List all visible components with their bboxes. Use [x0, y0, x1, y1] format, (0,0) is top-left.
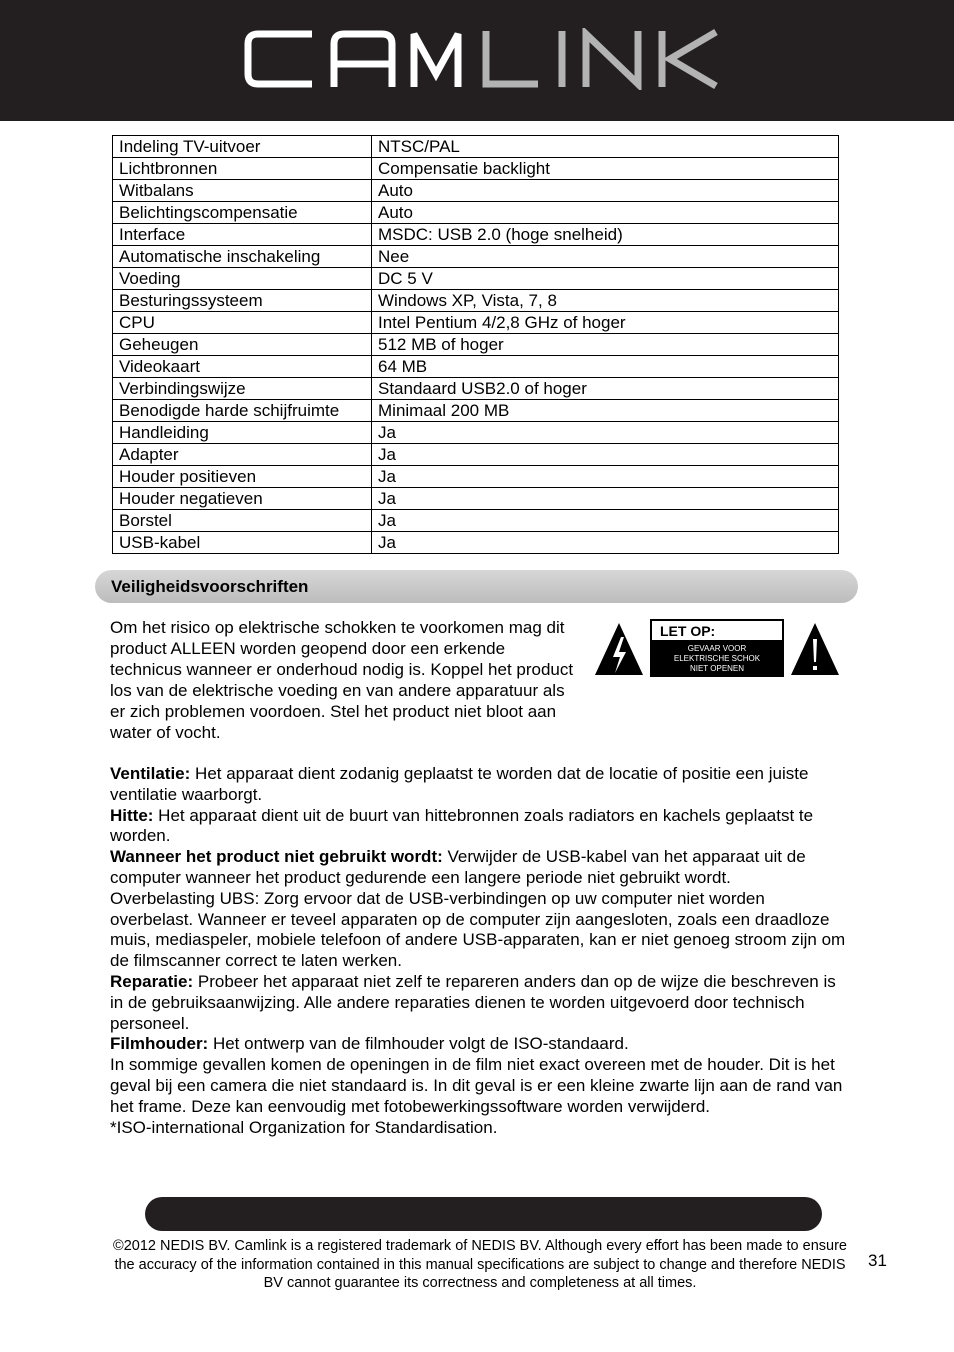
hitte-label: Hitte:: [110, 805, 154, 825]
spec-label: CPU: [113, 312, 372, 334]
ventilatie-paragraph: [110, 764, 846, 806]
spec-value: MSDC: USB 2.0 (hoge snelheid): [372, 224, 839, 246]
spec-label: Geheugen: [113, 334, 372, 356]
openingen-paragraph: In sommige gevallen komen de openingen in de film niet exact overeen met de houder. Dit is het geval bij een camera die niet standaard is. In dit geval is er een kleine zwarte lijn aan de rand van het frame. Deze kan eenvoudig met fotobewerkingssoftware worden verwijderd.: [110, 1055, 843, 1116]
spec-label: Interface: [113, 224, 372, 246]
spec-row: [113, 158, 839, 180]
filmhouder-paragraph: [110, 1034, 846, 1055]
spec-label: Indeling TV-uitvoer: [113, 136, 372, 158]
hitte-text: Het apparaat dient uit de buurt van hittebronnen zoals radiators en kachels geplaatst te worden.: [110, 805, 814, 846]
spec-row: [113, 466, 839, 488]
page-number: 31: [868, 1251, 887, 1270]
footer-bar: [145, 1197, 822, 1231]
spec-label: Handleiding: [113, 422, 372, 444]
spec-row: [113, 202, 839, 224]
spec-label: Benodigde harde schijfruimte: [113, 400, 372, 422]
hitte-paragraph: [110, 806, 846, 848]
niet-gebruikt-text: Verwijder de USB-kabel van het apparaat uit de computer wanneer het product gedurende een langere periode niet gebruikt wordt.: [110, 847, 806, 887]
spec-label: Belichtingscompensatie: [113, 202, 372, 224]
spec-label: Besturingssysteem: [113, 290, 372, 312]
spec-value: Compensatie backlight: [372, 158, 839, 180]
spec-label: Borstel: [113, 510, 372, 532]
spec-row: [113, 290, 839, 312]
spec-value: Nee: [372, 246, 839, 268]
safety-body-text: [110, 764, 846, 1138]
spec-row: [113, 400, 839, 422]
footer-copyright: ©2012 NEDIS BV. Camlink is a registered trademark of NEDIS BV. Although every effort has been made to ensure the accuracy of the information contained in this manual specifications are subject to change and therefore NEDIS BV cannot guarantee its correctness and completeness at all times.: [113, 1238, 847, 1291]
spec-value: 512 MB of hoger: [372, 334, 839, 356]
overbelasting-paragraph: Overbelasting UBS: Zorg ervoor dat de USB-verbindingen op uw computer niet worden overbelast. Wanneer er teveel apparaten op de computer zijn aangesloten, zoals een draadloze muis, mediaspeler, mobiele telefoon of andere USB-apparaten, kan er niet genoeg stroom zijn om de filmscanner correct te laten werken.: [110, 888, 846, 971]
spec-value: Ja: [372, 422, 839, 444]
filmhouder-text: Het ontwerp van de filmhouder volgt de ISO-standaard.: [208, 1034, 629, 1054]
spec-row: [113, 510, 839, 532]
reparatie-paragraph: [110, 972, 846, 1034]
spec-label: Verbindingswijze: [113, 378, 372, 400]
spec-value: NTSC/PAL: [372, 136, 839, 158]
spec-row: [113, 422, 839, 444]
spec-value: Intel Pentium 4/2,8 GHz of hoger: [372, 312, 839, 334]
warning-line-1: GEVAAR VOOR: [687, 644, 747, 653]
reparatie-label: Reparatie:: [110, 971, 194, 991]
spec-value: Ja: [372, 510, 839, 532]
spec-value: Windows XP, Vista, 7, 8: [372, 290, 839, 312]
electric-shock-warning-graphic: [593, 619, 841, 677]
spec-value: DC 5 V: [372, 268, 839, 290]
section-header-bar: [95, 570, 858, 603]
filmhouder-label: Filmhouder:: [110, 1034, 209, 1054]
warning-line-2: ELEKTRISCHE SCHOK: [673, 654, 761, 663]
spec-value: Ja: [372, 488, 839, 510]
spec-value: Ja: [372, 466, 839, 488]
spec-row: [113, 224, 839, 246]
spec-label: Adapter: [113, 444, 372, 466]
spec-label: Voeding: [113, 268, 372, 290]
ventilatie-label: Ventilatie:: [110, 764, 191, 783]
spec-row: [113, 378, 839, 400]
spec-label: Lichtbronnen: [113, 158, 372, 180]
spec-label: Houder negatieven: [113, 488, 372, 510]
spec-row: [113, 180, 839, 202]
spec-row: [113, 268, 839, 290]
spec-row: [113, 444, 839, 466]
page-header: [0, 0, 954, 121]
iso-note: *ISO-international Organization for Standardisation.: [110, 1117, 498, 1137]
reparatie-text: Probeer het apparaat niet zelf te repareren anders dan op de wijze die beschreven is in de gebruiksaanwijzing. Alle andere reparaties dienen te worden uitgevoerd door technisch personeel.: [110, 971, 836, 1033]
niet-gebruikt-paragraph: [110, 847, 846, 889]
spec-value: Ja: [372, 444, 839, 466]
spec-value: Ja: [372, 532, 839, 554]
spec-row: [113, 312, 839, 334]
warning-title: LET OP:: [660, 623, 716, 639]
spec-row: [113, 488, 839, 510]
spec-label: Automatische inschakeling: [113, 246, 372, 268]
spec-value: Auto: [372, 180, 839, 202]
spec-value: Minimaal 200 MB: [372, 400, 839, 422]
warning-line-3: NIET OPENEN: [689, 664, 745, 673]
ventilatie-text: Het apparaat dient zodanig geplaatst te worden dat de locatie of positie een juiste ventilatie waarborgt.: [110, 764, 809, 804]
spec-value: 64 MB: [372, 356, 839, 378]
spec-value: Auto: [372, 202, 839, 224]
section-title: Veiligheidsvoorschriften: [111, 577, 309, 596]
spec-row: [113, 356, 839, 378]
spec-row: [113, 246, 839, 268]
specifications-table: [112, 135, 839, 554]
spec-label: Witbalans: [113, 180, 372, 202]
spec-label: Videokaart: [113, 356, 372, 378]
spec-label: USB-kabel: [113, 532, 372, 554]
spec-row: [113, 532, 839, 554]
spec-row: [113, 136, 839, 158]
spec-value: Standaard USB2.0 of hoger: [372, 378, 839, 400]
niet-gebruikt-label: Wanneer het product niet gebruikt wordt:: [110, 847, 443, 867]
camlink-logo: [242, 28, 722, 90]
spec-row: [113, 334, 839, 356]
spec-label: Houder positieven: [113, 466, 372, 488]
intro-paragraph: Om het risico op elektrische schokken te voorkomen mag dit product ALLEEN worden geopend door een erkende technicus wanneer er onderhoud nodig is. Koppel het product los van de elektrische voeding en van andere apparatuur als er zich problemen voordoen. Stel het product niet bloot aan water of vocht.: [110, 618, 574, 742]
